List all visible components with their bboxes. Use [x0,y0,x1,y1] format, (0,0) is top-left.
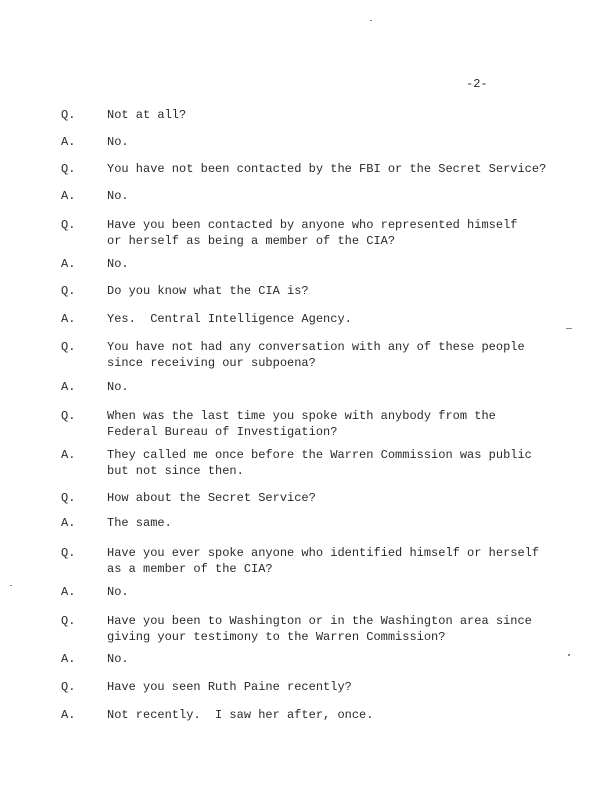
text-line: Do you know what the CIA is? [107,284,309,298]
text-line: When was the last time you spoke with anybody from the [107,409,496,423]
speaker-label: Q. [61,162,76,176]
entry-text [107,135,129,151]
entry-text [107,312,352,328]
text-line: as a member of the CIA? [107,561,273,576]
entry-text [107,162,546,178]
text-line: Have you ever spoke anyone who identified himself or herself [107,546,540,560]
entry-text [107,680,352,696]
speaker-label: A. [61,189,76,203]
text-line: No. [107,189,129,203]
entry-text [107,108,186,124]
text-line: No. [107,380,129,394]
text-line: No. [107,135,129,149]
entry-text [107,218,517,249]
speaker-label: Q. [61,546,76,560]
text-line: They called me once before the Warren Commission was public [107,448,532,462]
entry-text [107,546,539,577]
text-line: No. [107,652,129,666]
speaker-label: A. [61,135,76,149]
speaker-label: Q. [61,108,76,122]
text-line: Yes. Central Intelligence Agency. [107,312,352,326]
text-line: Have you been contacted by anyone who represented himself [107,218,518,232]
entry-text [107,652,129,668]
entry-text [107,409,496,440]
text-line: You have not been contacted by the FBI or the Secret Service? [107,162,547,176]
entry-text [107,708,373,724]
page-number: -2- [466,77,488,91]
entry-text [107,516,172,532]
speaker-label: Q. [61,340,76,354]
text-line: since receiving our subpoena? [107,355,316,370]
speaker-label: A. [61,448,76,462]
speaker-label: A. [61,708,76,722]
text-line: How about the Secret Service? [107,491,316,505]
text-line: The same. [107,516,172,530]
speaker-label: Q. [61,614,76,628]
entry-text [107,284,309,300]
scan-speck [10,585,12,586]
speaker-label: A. [61,585,76,599]
entry-text [107,340,525,371]
entry-text [107,189,129,205]
speaker-label: A. [61,312,76,326]
entry-text [107,614,532,645]
text-line: Have you been to Washington or in the Washington area since [107,614,532,628]
speaker-label: A. [61,257,76,271]
text-line: giving your testimony to the Warren Commission? [107,629,446,644]
text-line: Have you seen Ruth Paine recently? [107,680,352,694]
entry-text [107,257,129,273]
text-line: or herself as being a member of the CIA? [107,233,396,248]
speaker-label: A. [61,516,76,530]
speaker-label: Q. [61,284,76,298]
scan-speck [370,20,372,21]
text-line: but not since then. [107,463,244,478]
speaker-label: Q. [61,680,76,694]
scan-speck [568,654,570,656]
text-line: No. [107,257,129,271]
text-line: No. [107,585,129,599]
text-line: Not recently. I saw her after, once. [107,708,374,722]
entry-text [107,491,316,507]
text-line: Not at all? [107,108,187,122]
scan-speck [566,328,572,329]
text-line: Federal Bureau of Investigation? [107,424,338,439]
speaker-label: Q. [61,409,76,423]
speaker-label: A. [61,380,76,394]
speaker-label: A. [61,652,76,666]
speaker-label: Q. [61,218,76,232]
entry-text [107,380,129,396]
entry-text [107,448,532,479]
speaker-label: Q. [61,491,76,505]
text-line: You have not had any conversation with any of these people [107,340,525,354]
entry-text [107,585,129,601]
